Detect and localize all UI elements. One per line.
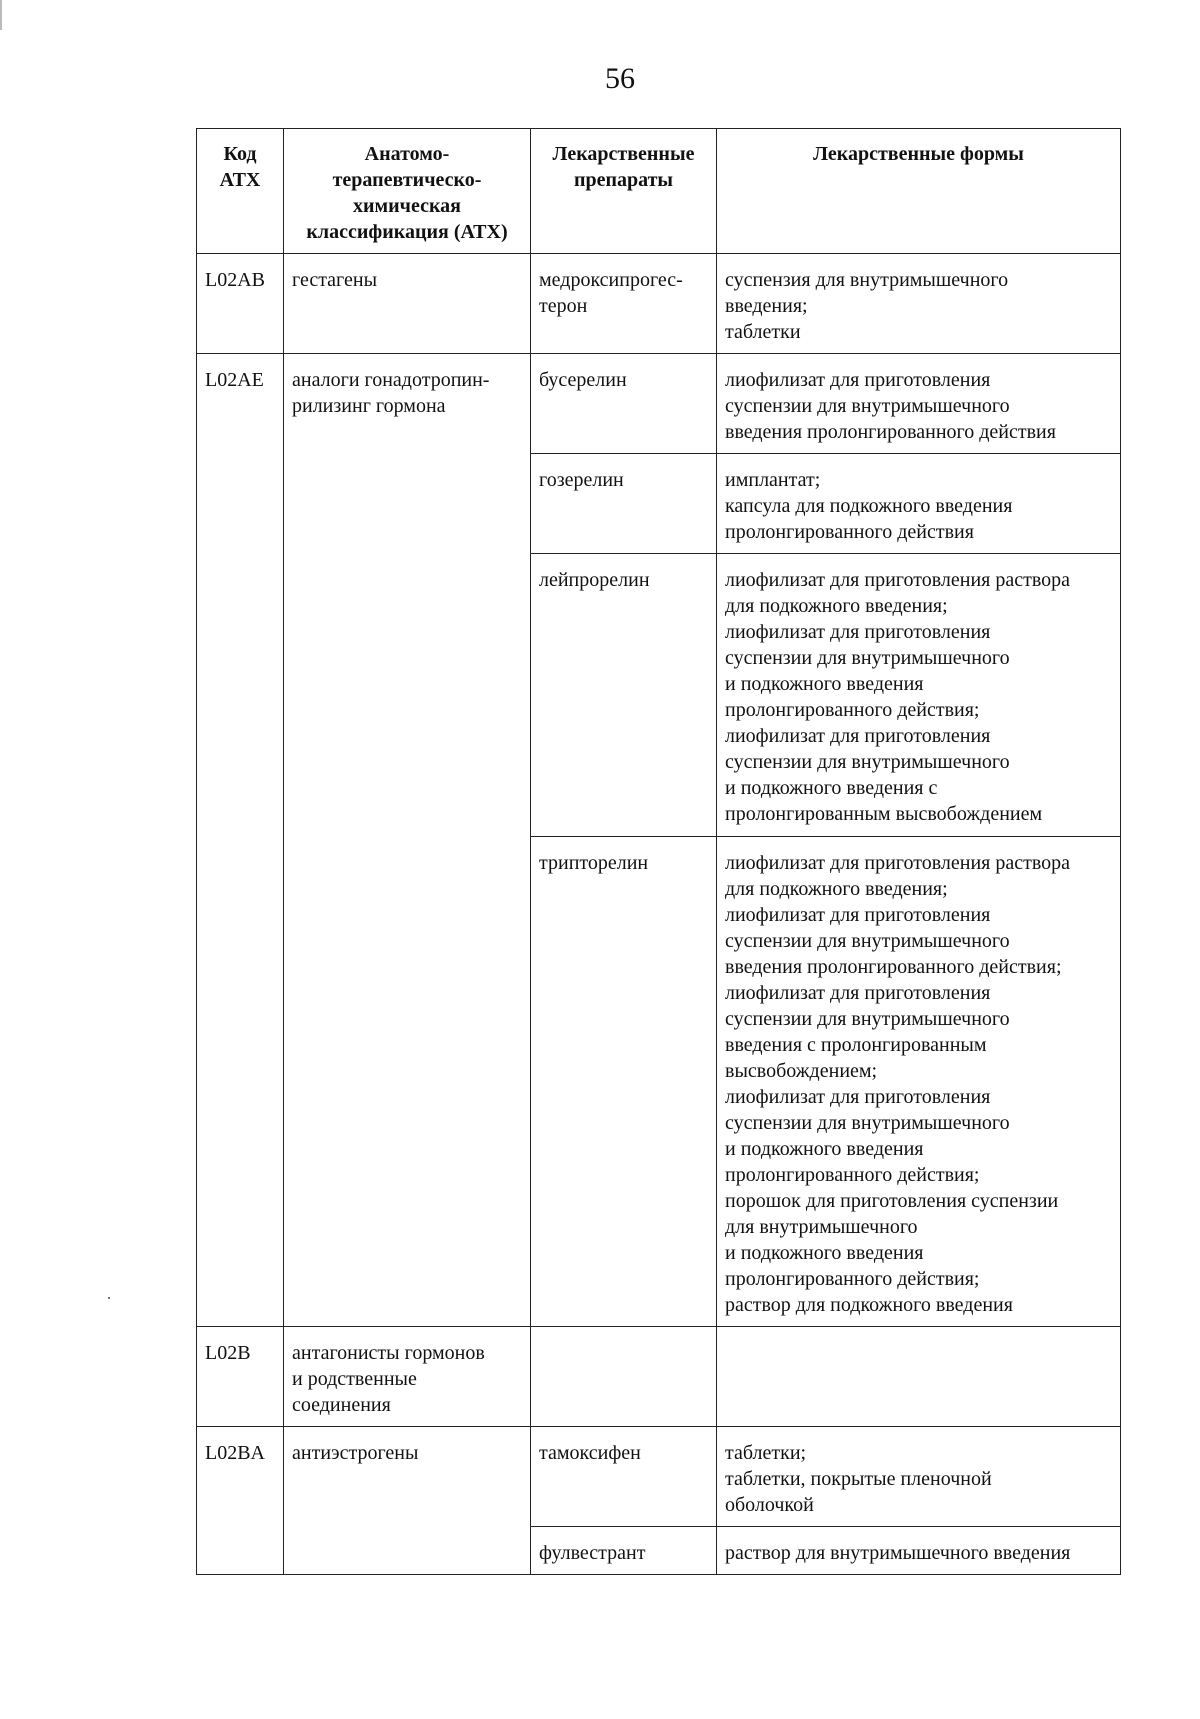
table-row	[197, 254, 1121, 354]
header-forms: Лекарственные формы	[717, 129, 1121, 254]
drug-cell: бусерелин	[531, 354, 717, 454]
dosage-forms-cell: лиофилизат для приготовления раствора для подкожного введения; лиофилизат для приготовления суспензии для внутримышечного и подкожного введения пролонгированного действия; лиофилизат для приготовления суспензии для внутримышечного и подкожного введения с пролонгированным высвобождением	[717, 554, 1121, 837]
classification-cell: антиэстрогены	[284, 1427, 531, 1575]
drug-cell: гозерелин	[531, 454, 717, 554]
dosage-forms-cell: имплантат; капсула для подкожного введения пролонгированного действия	[717, 454, 1121, 554]
atc-table	[196, 128, 1121, 1575]
header-code: Код ATX	[197, 129, 284, 254]
table-row	[197, 1427, 1121, 1527]
dosage-forms-cell	[717, 1327, 1121, 1427]
atc-code-cell: L02B	[197, 1327, 284, 1427]
atc-code-cell: L02AE	[197, 354, 284, 1327]
page-number: 56	[605, 62, 635, 95]
drug-cell	[531, 1327, 717, 1427]
header-drugs: Лекарственные препараты	[531, 129, 717, 254]
atc-code-cell: L02AB	[197, 254, 284, 354]
table-row	[197, 354, 1121, 454]
drug-cell: медроксипрогес- терон	[531, 254, 717, 354]
dosage-forms-cell: раствор для внутримышечного введения	[717, 1527, 1121, 1575]
table-row	[197, 1327, 1121, 1427]
scan-dot-artifact	[108, 1297, 110, 1299]
table-header-row	[197, 129, 1121, 254]
dosage-forms-cell: лиофилизат для приготовления суспензии для внутримышечного введения пролонгированного действия	[717, 354, 1121, 454]
header-classification: Анатомо- терапевтическо- химическая классификация (АТХ)	[284, 129, 531, 254]
classification-cell: аналоги гонадотропин- рилизинг гормона	[284, 354, 531, 1327]
classification-cell: антагонисты гормонов и родственные соединения	[284, 1327, 531, 1427]
drug-cell: трипторелин	[531, 837, 717, 1327]
drug-cell: лейпрорелин	[531, 554, 717, 837]
dosage-forms-cell: суспензия для внутримышечного введения; таблетки	[717, 254, 1121, 354]
drug-cell: тамоксифен	[531, 1427, 717, 1527]
scan-edge-mark	[0, 0, 2, 30]
dosage-forms-cell: лиофилизат для приготовления раствора для подкожного введения; лиофилизат для приготовления суспензии для внутримышечного введения пролонгированного действия; лиофилизат для приготовления суспензии для внутримышечного введения с пролонгированным высвобождением; лиофилизат для приготовления суспензии для внутримышечного и подкожного введения пролонгированного действия; порошок для приготовления суспензии для внутримышечного и подкожного введения пролонгированного действия; раствор для подкожного введения	[717, 837, 1121, 1327]
drug-cell: фулвестрант	[531, 1527, 717, 1575]
dosage-forms-cell: таблетки; таблетки, покрытые пленочной оболочкой	[717, 1427, 1121, 1527]
atc-code-cell: L02BA	[197, 1427, 284, 1575]
classification-cell: гестагены	[284, 254, 531, 354]
